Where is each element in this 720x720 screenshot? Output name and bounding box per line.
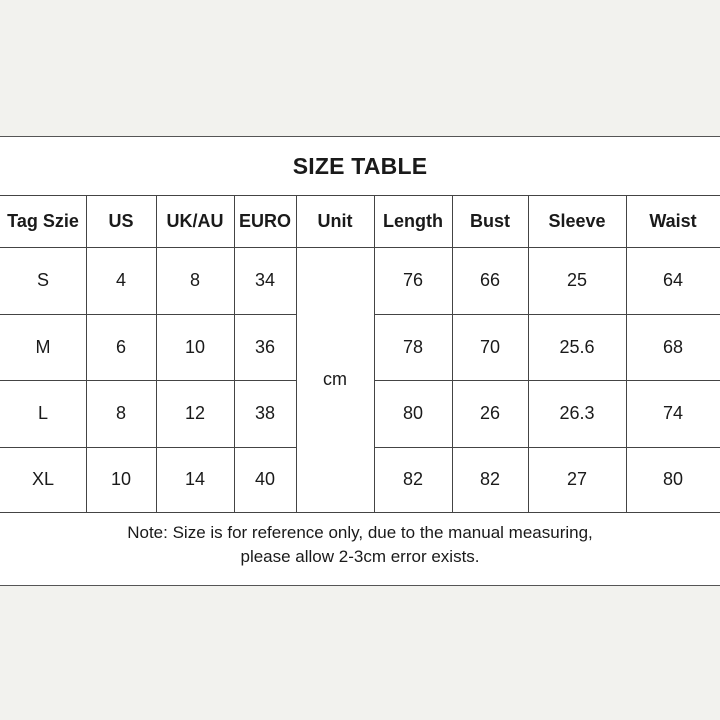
cell-waist: 74	[662, 403, 684, 423]
cell-waist: 64	[662, 270, 684, 290]
unit-cell: cm	[323, 369, 347, 389]
cell-length: 80	[402, 403, 424, 423]
cell-euro: 38	[254, 403, 276, 423]
cell-uk-au: 8	[189, 270, 200, 290]
cell-waist: 80	[662, 469, 684, 489]
header-waist: Waist	[649, 211, 697, 231]
cell-tag-size: M	[35, 336, 51, 357]
size-note	[0, 521, 720, 569]
header-unit: Unit	[317, 211, 353, 231]
cell-sleeve: 26.3	[559, 403, 595, 423]
header-bust: Bust	[470, 211, 510, 231]
cell-sleeve: 25	[566, 270, 588, 290]
cell-tag-size: S	[36, 270, 49, 290]
cell-us: 10	[110, 469, 132, 489]
cell-us: 8	[115, 403, 126, 423]
cell-length: 82	[402, 469, 424, 489]
header-tag-size: Tag Szie	[7, 211, 79, 231]
cell-uk-au: 12	[184, 403, 206, 423]
header-euro: EURO	[238, 211, 291, 231]
cell-bust: 82	[479, 469, 501, 489]
cell-uk-au: 10	[184, 336, 206, 357]
size-table-sheet	[0, 136, 720, 586]
note-line-2: please allow 2-3cm error exists.	[240, 547, 480, 566]
cell-euro: 36	[254, 336, 276, 357]
cell-euro: 40	[254, 469, 276, 489]
cell-sleeve: 25.6	[559, 336, 595, 357]
header-uk-au: UK/AU	[166, 211, 224, 231]
cell-length: 78	[402, 336, 424, 357]
header-length: Length	[383, 211, 443, 231]
cell-us: 4	[115, 270, 126, 290]
cell-bust: 66	[479, 270, 501, 290]
header-sleeve: Sleeve	[548, 211, 606, 231]
cell-bust: 70	[479, 336, 501, 357]
cell-sleeve: 27	[566, 469, 588, 489]
cell-euro: 34	[254, 270, 276, 290]
cell-waist: 68	[662, 336, 684, 357]
header-us: US	[108, 211, 134, 231]
table-title: SIZE TABLE	[292, 153, 428, 179]
note-line-1: Note: Size is for reference only, due to the manual measuring,	[127, 523, 593, 542]
size-table-grid	[0, 195, 720, 513]
cell-tag-size: XL	[31, 469, 55, 489]
cell-uk-au: 14	[184, 469, 206, 489]
cell-bust: 26	[479, 403, 501, 423]
cell-tag-size: L	[37, 403, 48, 423]
cell-us: 6	[115, 336, 126, 357]
cell-length: 76	[402, 270, 424, 290]
